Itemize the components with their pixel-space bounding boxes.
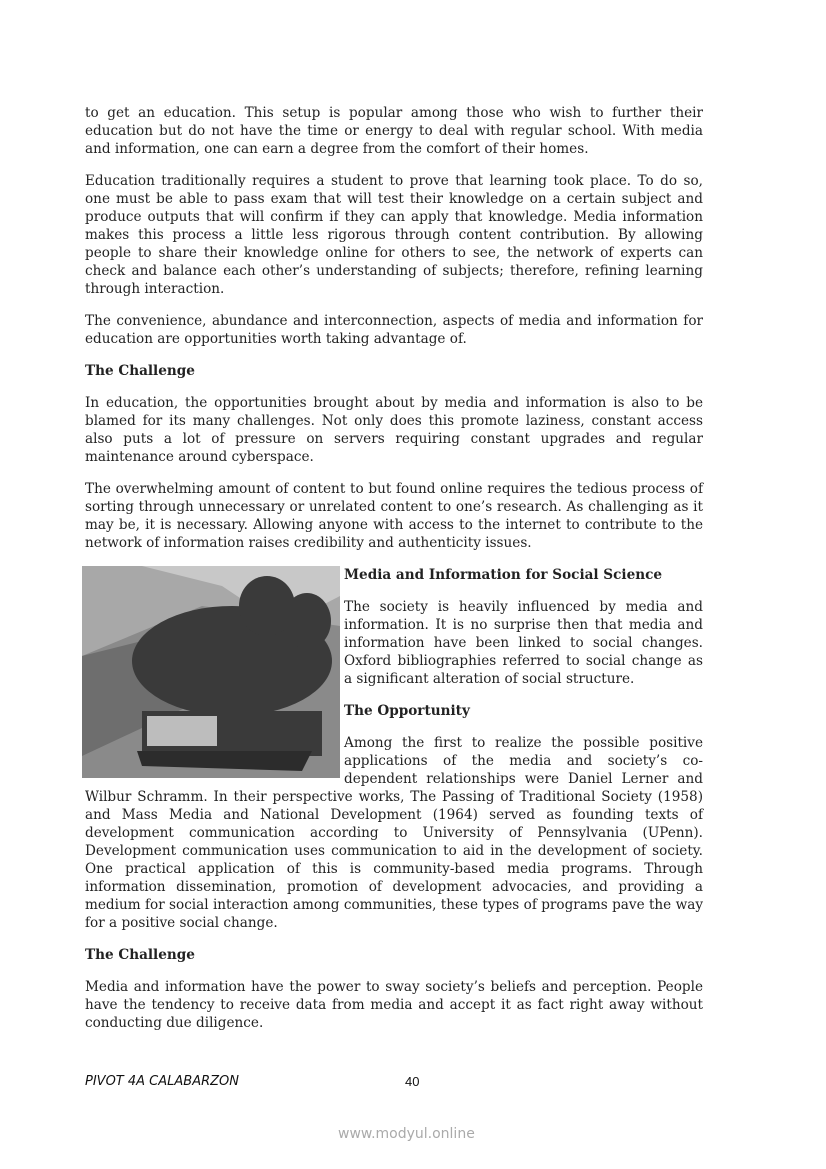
paragraph: Among the first to realize the possible positive applications of the media and society’s co-dependent relationships were Daniel Lerner and Wilbur Schramm. In their perspective works, The Passing of Traditional Society (1958) and Mass Media and National Development (1964) served as founding texts of development communication according to University of Pennsylvania (UPenn). Development communication uses communication to aid in the development of society. One practical application of this is community-based media programs. Through information dissemination, promotion of development advocacies, and providing a medium for social interaction among communities, these types of programs pave the way for a positive social change. [85, 735, 703, 931]
paragraph: In education, the opportunities brought about by media and information is also to be blamed for its many challenges. Not only does this promote laziness, constant access also puts a lot of pressure on servers requiring constant upgrades and regular maintenance around cyberspace. [85, 395, 703, 465]
section-heading: Media and Information for Social Science [344, 567, 663, 583]
section-heading: The Challenge [85, 947, 195, 963]
paragraph: The convenience, abundance and interconnection, aspects of media and information for education are opportunities worth taking advantage of. [85, 313, 703, 347]
watermark: www.modyul.online [338, 1126, 475, 1142]
paragraph: to get an education. This setup is popular among those who wish to further their education but do not have the time or energy to deal with regular school. With media and information, one can earn a degree from the comfort of their homes. [85, 105, 703, 157]
document-body [85, 104, 703, 1046]
paragraph: The society is heavily influenced by media and information. It is no surprise then that media and information have been linked to social changes. Oxford bibliographies referred to social change as a significant alteration of social structure. [344, 599, 703, 687]
footer-label: PIVOT 4A CALABARZON [85, 1074, 239, 1089]
section-heading: The Opportunity [344, 703, 470, 719]
paragraph: Education traditionally requires a student to prove that learning took place. To do so, one must be able to pass exam that will test their knowledge on a certain subject and produce outputs that will confirm if they can apply that knowledge. Media information makes this process a little less rigorous through content contribution. By allowing people to share their knowledge online for others to see, the network of experts can check and balance each other’s understanding of subjects; therefore, refining learning through interaction. [85, 173, 703, 297]
paragraph: The overwhelming amount of content to but found online requires the tedious process of sorting through unnecessary or unrelated content to one’s research. As challenging as it may be, it is necessary. Allowing anyone with access to the internet to contribute to the network of information raises credibility and authenticity issues. [85, 481, 703, 551]
section-heading: The Challenge [85, 363, 195, 379]
page-number: 40 [405, 1074, 420, 1089]
book-photo [82, 566, 340, 778]
paragraph: Media and information have the power to sway society’s beliefs and perception. People have the tendency to receive data from media and accept it as fact right away without conducting due diligence. [85, 979, 703, 1031]
